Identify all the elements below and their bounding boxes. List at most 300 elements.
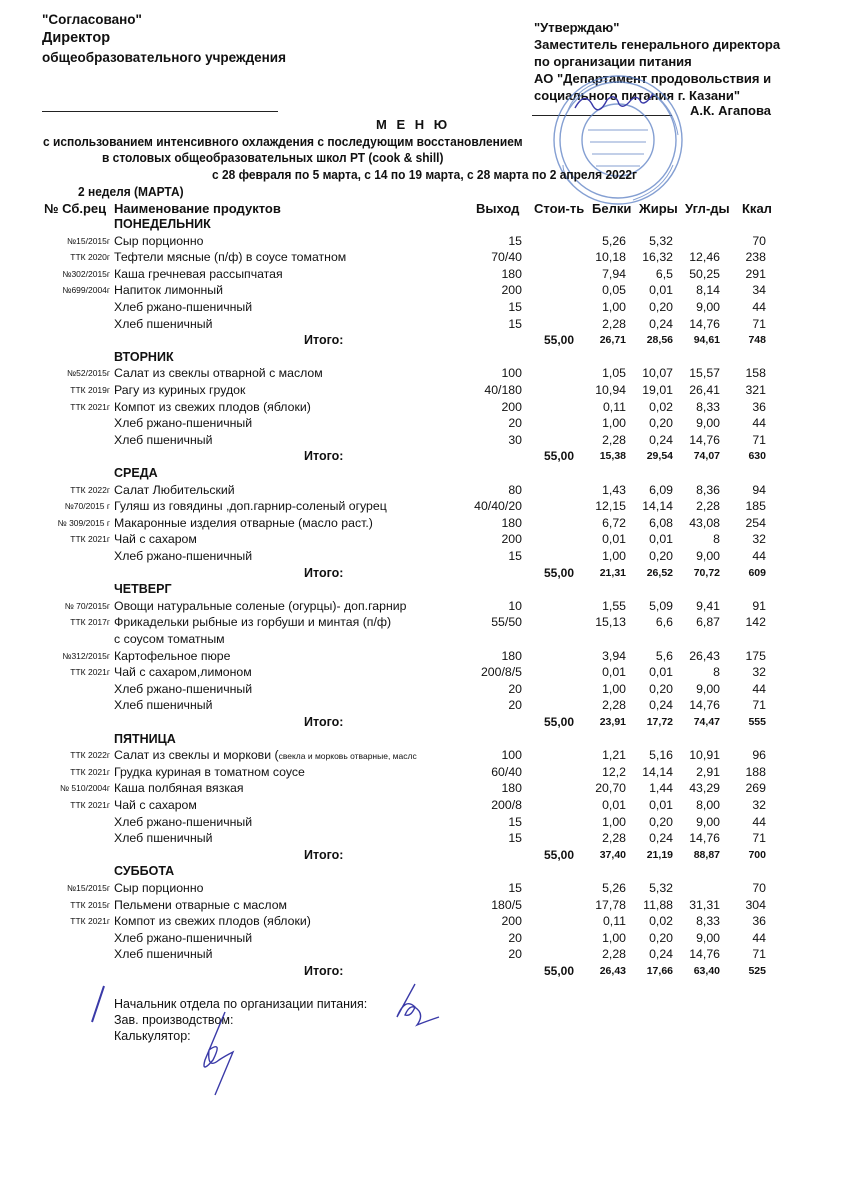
dish-name	[114, 416, 252, 430]
dish-name-text: Напиток лимонный	[114, 283, 224, 298]
output-value: 40/40/20	[474, 499, 522, 514]
dish-name	[114, 483, 235, 497]
kcal-value: 238	[745, 250, 766, 265]
total-protein: 23,91	[599, 716, 626, 728]
menu-subtitle-2: в столовых общеобразовательных школ РТ (cook & shill)	[102, 150, 444, 165]
table-row	[0, 516, 848, 532]
kcal-value: 71	[752, 698, 766, 713]
col-header-output: Выход	[476, 201, 520, 216]
dish-name	[114, 234, 203, 248]
table-row	[0, 947, 848, 963]
protein-value: 5,26	[602, 233, 626, 248]
table-row	[0, 234, 848, 250]
total-protein: 26,43	[599, 965, 626, 977]
col-header-code: № Сб.рец	[44, 201, 107, 216]
kcal-value: 44	[752, 300, 766, 314]
recipe-code: ТТК 2021г	[70, 534, 110, 545]
total-label: Итого:	[304, 964, 344, 978]
dish-name	[114, 267, 283, 281]
table-row	[0, 914, 848, 930]
output-value: 30	[508, 432, 522, 447]
col-header-fat: Жиры	[639, 201, 678, 216]
carbs-value: 8,36	[696, 482, 720, 497]
day-header	[0, 350, 848, 366]
total-cost: 55,00	[543, 449, 574, 464]
table-row	[0, 383, 848, 399]
dish-name	[114, 433, 212, 447]
table-row	[0, 250, 848, 266]
protein-value: 3,94	[602, 648, 626, 663]
fat-value: 0,24	[649, 316, 673, 331]
fat-value: 5,32	[649, 233, 673, 248]
footer-head-of-dept: Начальник отдела по организации питания:	[114, 997, 368, 1011]
kcal-value: 269	[745, 781, 766, 796]
carbs-value: 43,08	[689, 515, 720, 530]
dish-name-text: Хлеб пшеничный	[114, 698, 213, 713]
fat-value: 0,01	[649, 665, 673, 680]
carbs-value: 43,29	[689, 781, 720, 796]
dish-name	[114, 366, 323, 380]
recipe-code: № 70/2015г	[64, 600, 110, 611]
dish-name	[114, 765, 305, 779]
fat-value: 11,88	[643, 897, 673, 912]
dish-name	[114, 798, 197, 812]
protein-value: 2,28	[602, 831, 626, 846]
dish-name	[114, 499, 387, 513]
fat-value: 5,09	[649, 598, 673, 613]
protein-value: 12,2	[602, 764, 626, 779]
output-value: 180	[501, 648, 522, 663]
col-header-protein: Белки	[592, 201, 632, 216]
total-cost: 55,00	[543, 565, 574, 580]
dish-name-text: Хлеб ржано-пшеничный	[114, 930, 253, 945]
protein-value: 17,78	[595, 897, 626, 912]
kcal-value: 185	[745, 499, 766, 514]
total-protein: 37,40	[599, 848, 626, 861]
recipe-code: №15/2015г	[67, 883, 110, 893]
col-header-kcal: Ккал	[742, 201, 772, 216]
dish-name	[114, 383, 245, 397]
fat-value: 0,24	[649, 698, 673, 713]
dish-name-text: Сыр порционно	[114, 881, 204, 895]
day-total-row	[0, 964, 848, 980]
total-cost: 55,00	[543, 964, 574, 978]
kcal-value: 71	[752, 316, 766, 331]
kcal-value: 175	[745, 648, 766, 663]
fat-value: 5,32	[649, 881, 673, 895]
protein-value: 2,28	[602, 698, 626, 713]
carbs-value: 14,76	[689, 432, 720, 447]
recipe-code: ТТК 2021г	[70, 800, 110, 810]
carbs-value: 6,87	[696, 615, 720, 630]
carbs-value: 14,76	[689, 947, 720, 962]
total-carbs: 74,07	[693, 450, 720, 463]
total-fat: 21,19	[646, 848, 673, 861]
fat-value: 0,24	[649, 432, 673, 447]
table-row	[0, 748, 848, 764]
dish-name-text: Фрикадельки рыбные из горбуши и минтая (п/ф)	[114, 615, 392, 630]
table-row	[0, 483, 848, 499]
total-fat: 17,66	[646, 965, 673, 977]
table-row	[0, 798, 848, 814]
total-carbs: 94,61	[693, 334, 720, 347]
col-header-carbs: Угл-ды	[685, 201, 730, 216]
kcal-value: 96	[752, 748, 766, 763]
dish-name	[114, 947, 212, 961]
recipe-code: ТТК 2021г	[70, 401, 110, 412]
dish-name-text: Овощи натуральные соленые (огурцы)- доп.гарнир	[114, 598, 407, 613]
fat-value: 10,07	[642, 366, 673, 381]
output-value: 15	[508, 316, 522, 331]
protein-value: 0,11	[602, 399, 626, 414]
kcal-value: 36	[752, 399, 766, 414]
dish-name-text: Грудка куриная в томатном соусе	[114, 764, 305, 779]
carbs-value: 14,76	[689, 831, 720, 846]
kcal-value: 36	[752, 914, 766, 929]
approval-right-position: Заместитель генерального директора	[534, 37, 781, 52]
fat-value: 0,01	[649, 798, 673, 812]
day-total-row	[0, 848, 848, 864]
dish-name-text: Чай с сахаром	[114, 532, 197, 547]
recipe-code: ТТК 2017г	[70, 617, 110, 628]
output-value: 200	[501, 283, 522, 298]
dish-name-text: Рагу из куриных грудок	[114, 383, 246, 397]
protein-value: 2,28	[602, 947, 626, 962]
day-header	[0, 582, 848, 598]
approval-right-title: "Утверждаю"	[534, 20, 620, 35]
dish-name-text: Хлеб ржано-пшеничный	[114, 814, 253, 829]
protein-value: 1,43	[602, 482, 626, 497]
dish-name-text: Хлеб пшеничный	[114, 432, 213, 447]
recipe-code: №699/2004г	[62, 285, 110, 296]
dish-name	[114, 549, 252, 563]
protein-value: 7,94	[602, 266, 626, 281]
carbs-value: 9,00	[696, 416, 720, 431]
output-value: 180/5	[491, 897, 522, 912]
approval-right-dept: по организации питания	[534, 54, 692, 69]
kcal-value: 254	[745, 515, 766, 530]
dish-name-text: Салат из свеклы отварной с маслом	[114, 366, 323, 381]
approval-left-position: Директор	[42, 30, 111, 46]
fat-value: 6,09	[649, 482, 673, 497]
recipe-code: ТТК 2020г	[70, 252, 110, 263]
carbs-value: 8	[713, 665, 720, 680]
kcal-value: 44	[752, 814, 766, 829]
dish-name-text: Картофельное пюре	[114, 648, 231, 663]
table-row	[0, 698, 848, 714]
carbs-value: 50,25	[689, 266, 720, 281]
dish-name-text: Чай с сахаром,лимоном	[114, 665, 252, 680]
approval-left-org: общеобразовательного учреждения	[42, 50, 286, 65]
table-row	[0, 898, 848, 914]
dish-name	[114, 914, 311, 928]
table-row	[0, 499, 848, 515]
kcal-value: 70	[752, 233, 766, 248]
protein-value: 0,05	[602, 283, 626, 298]
output-value: 200/8	[491, 798, 522, 812]
output-value: 15	[508, 831, 522, 846]
protein-value: 1,00	[602, 416, 626, 431]
signature-line-left	[42, 111, 278, 112]
recipe-code: №52/2015г	[67, 368, 110, 379]
total-protein: 15,38	[599, 450, 626, 463]
dish-name	[114, 748, 417, 762]
dish-name-text: Хлеб пшеничный	[114, 831, 213, 846]
recipe-code: ТТК 2022г	[70, 750, 110, 761]
fat-value: 0,20	[649, 549, 673, 563]
carbs-value: 9,00	[696, 681, 720, 696]
carbs-value: 8,33	[696, 399, 720, 414]
protein-value: 0,11	[602, 914, 626, 929]
table-row	[0, 649, 848, 665]
total-kcal: 700	[748, 848, 766, 861]
output-value: 20	[508, 698, 522, 713]
output-value: 80	[508, 482, 522, 497]
approval-left	[42, 10, 286, 67]
output-value: 100	[501, 748, 522, 763]
dish-name-text: Гуляш из говядины ,доп.гарнир-соленый огурец	[114, 499, 387, 514]
output-value: 70/40	[491, 250, 522, 265]
day-header	[0, 732, 848, 748]
total-kcal: 630	[748, 450, 766, 463]
kcal-value: 71	[752, 831, 766, 846]
total-carbs: 63,40	[693, 965, 720, 977]
total-label: Итого:	[304, 565, 344, 580]
table-row	[0, 433, 848, 449]
day-total-row	[0, 715, 848, 731]
dish-name-text: Чай с сахаром	[114, 798, 197, 812]
fat-value: 6,5	[655, 266, 673, 281]
dish-name	[114, 649, 230, 663]
fat-value: 0,02	[649, 914, 673, 929]
dish-name	[114, 400, 311, 414]
footer-calculator: Калькулятор:	[114, 1029, 191, 1043]
output-value: 20	[508, 681, 522, 696]
total-fat: 28,56	[646, 334, 673, 347]
dish-name-text: Хлеб ржано-пшеничный	[114, 416, 253, 431]
dish-name	[114, 815, 252, 829]
recipe-code: ТТК 2021г	[70, 916, 110, 927]
total-cost: 55,00	[543, 333, 574, 348]
carbs-value: 2,91	[696, 764, 720, 779]
protein-value: 1,55	[602, 598, 626, 613]
carbs-value: 9,00	[696, 814, 720, 829]
fat-value: 0,02	[649, 399, 673, 414]
fat-value: 14,14	[642, 499, 673, 514]
recipe-code: ТТК 2019г	[70, 385, 110, 395]
kcal-value: 44	[752, 681, 766, 696]
dish-name	[114, 881, 203, 895]
total-protein: 21,31	[599, 566, 626, 579]
recipe-code: № 510/2004г	[59, 783, 110, 794]
fat-value: 5,16	[649, 748, 673, 763]
kcal-value: 32	[752, 532, 766, 547]
carbs-value: 26,41	[689, 383, 720, 397]
dish-name	[114, 665, 252, 679]
dish-name	[114, 931, 252, 945]
total-label: Итого:	[304, 449, 344, 464]
recipe-code: №15/2015г	[67, 235, 110, 246]
carbs-value: 2,28	[696, 499, 720, 514]
output-value: 200	[501, 399, 522, 414]
day-total-row	[0, 566, 848, 582]
total-label: Итого:	[304, 715, 344, 729]
carbs-value: 8,00	[696, 798, 720, 812]
table-row	[0, 665, 848, 681]
output-value: 200	[501, 914, 522, 929]
fat-value: 6,6	[655, 615, 673, 630]
dish-name	[114, 781, 244, 795]
protein-value: 1,00	[602, 930, 626, 945]
fat-value: 0,20	[649, 814, 673, 829]
protein-value: 12,15	[595, 499, 626, 514]
total-label: Итого:	[304, 333, 344, 348]
protein-value: 0,01	[602, 798, 626, 812]
dish-name	[114, 516, 373, 530]
approval-right-org: АО "Департамент продовольствия и	[534, 71, 772, 86]
output-value: 10	[508, 598, 522, 613]
dish-name	[114, 317, 212, 331]
output-value: 180	[501, 781, 522, 796]
dish-name-text: Каша гречневая рассыпчатая	[114, 266, 283, 281]
protein-value: 2,28	[602, 316, 626, 331]
footer-production-head: Зав. производством:	[114, 1013, 234, 1027]
kcal-value: 142	[745, 615, 766, 630]
dish-name-text: Макаронные изделия отварные (масло раст.)	[114, 515, 373, 530]
table-row	[0, 599, 848, 615]
kcal-value: 71	[752, 947, 766, 962]
recipe-code: ТТК 2015г	[70, 899, 110, 910]
output-value: 180	[501, 515, 522, 530]
output-value: 15	[508, 814, 522, 829]
output-value: 180	[501, 266, 522, 281]
protein-value: 20,70	[595, 781, 626, 796]
table-row	[0, 881, 848, 897]
table-row	[0, 267, 848, 283]
day-header	[0, 466, 848, 482]
table-row	[0, 781, 848, 797]
protein-value: 5,26	[602, 881, 626, 895]
dish-name	[114, 283, 223, 297]
dish-name-text: Салат Любительский	[114, 482, 235, 497]
col-header-name: Наименование продуктов	[114, 201, 281, 216]
menu-period: с 28 февраля по 5 марта, с 14 по 19 марта, с 28 марта по 2 апреля 2022г	[212, 167, 638, 182]
fat-value: 14,14	[642, 764, 673, 779]
dish-name	[114, 300, 252, 314]
table-row	[0, 532, 848, 548]
kcal-value: 158	[745, 366, 766, 381]
protein-value: 1,00	[602, 814, 626, 829]
fat-value: 0,20	[649, 930, 673, 945]
dish-name	[114, 831, 212, 845]
carbs-value: 9,41	[696, 598, 720, 613]
recipe-code: ТТК 2022г	[70, 484, 110, 495]
menu-title: М Е Н Ю	[376, 117, 451, 132]
dish-name-text: Салат из свеклы и моркови (	[114, 748, 279, 763]
table-row	[0, 549, 848, 565]
fat-value: 0,20	[649, 681, 673, 696]
kcal-value: 71	[752, 432, 766, 447]
kcal-value: 321	[745, 383, 766, 397]
dish-name-text: Хлеб пшеничный	[114, 947, 213, 962]
carbs-value: 10,91	[689, 748, 720, 763]
fat-value: 0,24	[649, 831, 673, 846]
total-carbs: 88,87	[693, 848, 720, 861]
table-row	[0, 815, 848, 831]
table-row-continuation	[0, 632, 848, 648]
protein-value: 1,00	[602, 549, 626, 563]
carbs-value: 9,00	[696, 549, 720, 563]
kcal-value: 94	[752, 482, 766, 497]
output-value: 20	[508, 947, 522, 962]
total-kcal: 555	[748, 716, 766, 728]
kcal-value: 188	[745, 764, 766, 779]
protein-value: 15,13	[595, 615, 626, 630]
table-row	[0, 317, 848, 333]
total-kcal: 525	[748, 965, 766, 977]
day-header	[0, 217, 848, 233]
dish-name-text: Сыр порционно	[114, 233, 204, 248]
output-value: 15	[508, 233, 522, 248]
dish-name	[114, 682, 252, 696]
dish-note: свекла и морковь отварные, маслс	[278, 751, 417, 762]
protein-value: 0,01	[602, 665, 626, 680]
table-row	[0, 682, 848, 698]
col-header-cost: Стои-ть	[534, 201, 585, 216]
total-label: Итого:	[304, 847, 344, 862]
kcal-value: 32	[752, 665, 766, 680]
table-row	[0, 765, 848, 781]
kcal-value: 44	[752, 416, 766, 431]
table-row	[0, 366, 848, 382]
fat-value: 16,32	[642, 250, 673, 265]
day-name: ЧЕТВЕРГ	[114, 582, 172, 597]
carbs-value: 26,43	[689, 648, 720, 663]
total-fat: 29,54	[646, 450, 673, 463]
dish-name	[114, 615, 391, 629]
total-protein: 26,71	[599, 334, 626, 347]
day-name: СРЕДА	[114, 466, 158, 480]
table-row	[0, 300, 848, 316]
kcal-value: 32	[752, 798, 766, 812]
kcal-value: 34	[752, 283, 766, 298]
kcal-value: 44	[752, 549, 766, 563]
day-header	[0, 864, 848, 880]
carbs-value: 8,14	[696, 283, 720, 298]
table-row	[0, 416, 848, 432]
total-carbs: 74,47	[693, 716, 720, 728]
fat-value: 0,20	[649, 300, 673, 314]
output-value: 100	[501, 366, 522, 381]
carbs-value: 9,00	[696, 300, 720, 314]
menu-subtitle-1: с использованием интенсивного охлаждения с последующим восстановлением	[43, 134, 523, 149]
dish-name-text: Компот из свежих плодов (яблоки)	[114, 914, 311, 929]
head-of-dept-signature-icon	[385, 982, 445, 1032]
protein-value: 0,01	[602, 532, 626, 547]
dish-name-text: Хлеб пшеничный	[114, 316, 213, 331]
total-kcal: 609	[748, 566, 766, 579]
total-fat: 26,52	[646, 566, 673, 579]
fat-value: 0,01	[649, 532, 673, 547]
carbs-value: 8	[713, 532, 720, 547]
day-name: ПОНЕДЕЛЬНИК	[114, 217, 211, 231]
dish-name-text: Хлеб ржано-пшеничный	[114, 300, 253, 314]
fat-value: 19,01	[642, 383, 673, 397]
table-row	[0, 615, 848, 631]
carbs-value: 9,00	[696, 930, 720, 945]
dish-name-continued: с соусом томатным	[114, 632, 225, 646]
total-fat: 17,72	[646, 716, 673, 728]
